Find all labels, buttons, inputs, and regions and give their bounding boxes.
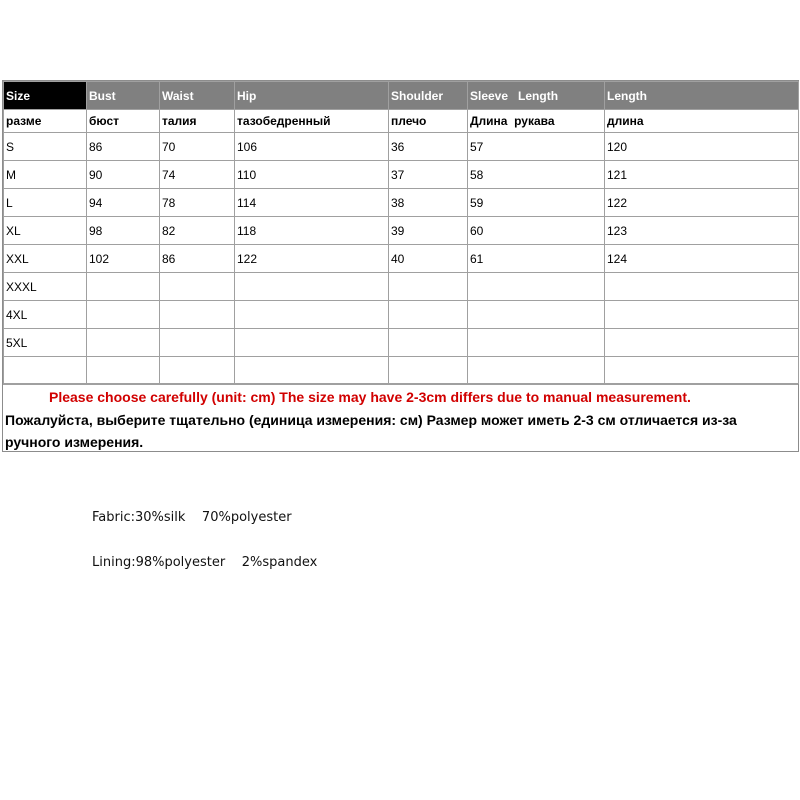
table-row xyxy=(4,133,799,161)
table-cell: 40 xyxy=(389,245,468,273)
table-cell: S xyxy=(4,133,87,161)
table-cell: 78 xyxy=(160,189,235,217)
table-row xyxy=(4,189,799,217)
table-cell: 123 xyxy=(605,217,799,245)
table-cell: 121 xyxy=(605,161,799,189)
table-cell: 57 xyxy=(468,133,605,161)
header-ru-size: разме xyxy=(4,110,87,133)
table-cell: 94 xyxy=(87,189,160,217)
table-row xyxy=(4,329,799,357)
table-cell: 5XL xyxy=(4,329,87,357)
table-cell: 114 xyxy=(235,189,389,217)
header-ru-waist: талия xyxy=(160,110,235,133)
table-cell: 98 xyxy=(87,217,160,245)
header-bust: Bust xyxy=(87,82,160,110)
lining-composition: Lining:98%polyester 2%spandex xyxy=(92,555,318,570)
table-cell: 90 xyxy=(87,161,160,189)
table-cell: XL xyxy=(4,217,87,245)
table-cell xyxy=(468,357,605,384)
table-cell xyxy=(160,273,235,301)
size-table xyxy=(3,81,799,384)
header-hip: Hip xyxy=(235,82,389,110)
table-row xyxy=(4,301,799,329)
header-ru-sleeve-length: Длина рукава xyxy=(468,110,605,133)
table-cell: 110 xyxy=(235,161,389,189)
table-cell: 37 xyxy=(389,161,468,189)
header-waist: Waist xyxy=(160,82,235,110)
table-cell: 86 xyxy=(87,133,160,161)
header-row-en xyxy=(4,82,799,110)
table-row xyxy=(4,273,799,301)
table-cell: XXL xyxy=(4,245,87,273)
table-cell xyxy=(160,329,235,357)
table-cell xyxy=(160,301,235,329)
header-ru-bust: бюст xyxy=(87,110,160,133)
table-cell: 120 xyxy=(605,133,799,161)
table-cell: 102 xyxy=(87,245,160,273)
table-cell: 74 xyxy=(160,161,235,189)
fabric-composition: Fabric:30%silk 70%polyester xyxy=(92,510,292,525)
table-cell xyxy=(87,329,160,357)
table-cell xyxy=(235,273,389,301)
table-row xyxy=(4,217,799,245)
table-cell xyxy=(468,329,605,357)
table-cell xyxy=(4,357,87,384)
table-cell xyxy=(235,329,389,357)
table-row xyxy=(4,161,799,189)
header-ru-length: длина xyxy=(605,110,799,133)
table-cell: 86 xyxy=(160,245,235,273)
table-cell: 39 xyxy=(389,217,468,245)
table-cell: 60 xyxy=(468,217,605,245)
table-cell: 70 xyxy=(160,133,235,161)
table-cell: 36 xyxy=(389,133,468,161)
table-cell xyxy=(235,357,389,384)
table-cell xyxy=(605,357,799,384)
table-cell xyxy=(605,301,799,329)
table-cell: 122 xyxy=(605,189,799,217)
table-cell: 38 xyxy=(389,189,468,217)
header-sleeve-length: Sleeve Length xyxy=(468,82,605,110)
table-cell: 124 xyxy=(605,245,799,273)
table-cell xyxy=(389,357,468,384)
table-row xyxy=(4,357,799,384)
measurement-note-en: Please choose carefully (unit: cm) The size may have 2-3cm differs due to manual measurement. xyxy=(49,389,691,405)
table-cell: L xyxy=(4,189,87,217)
table-cell: 59 xyxy=(468,189,605,217)
table-cell xyxy=(87,357,160,384)
table-cell xyxy=(468,301,605,329)
table-cell: 82 xyxy=(160,217,235,245)
table-cell: 4XL xyxy=(4,301,87,329)
table-cell: XXXL xyxy=(4,273,87,301)
size-chart xyxy=(2,80,799,452)
table-cell xyxy=(389,329,468,357)
header-ru-hip: тазобедренный xyxy=(235,110,389,133)
table-cell: 106 xyxy=(235,133,389,161)
table-row xyxy=(4,245,799,273)
table-cell xyxy=(87,301,160,329)
table-cell xyxy=(468,273,605,301)
header-row-ru xyxy=(4,110,799,133)
table-cell: 118 xyxy=(235,217,389,245)
header-shoulder: Shoulder xyxy=(389,82,468,110)
table-cell: 58 xyxy=(468,161,605,189)
measurement-note xyxy=(3,384,798,451)
header-length: Length xyxy=(605,82,799,110)
table-cell xyxy=(160,357,235,384)
table-cell: M xyxy=(4,161,87,189)
table-cell: 61 xyxy=(468,245,605,273)
measurement-note-ru: Пожалуйста, выберите тщательно (единица измерения: см) Размер может иметь 2-3 см отличается из-за ручного измерения. xyxy=(5,412,737,450)
table-cell xyxy=(605,273,799,301)
table-cell xyxy=(605,329,799,357)
table-cell: 122 xyxy=(235,245,389,273)
table-cell xyxy=(235,301,389,329)
table-cell xyxy=(389,273,468,301)
table-cell xyxy=(389,301,468,329)
header-ru-shoulder: плечо xyxy=(389,110,468,133)
header-size: Size xyxy=(4,82,87,110)
table-cell xyxy=(87,273,160,301)
